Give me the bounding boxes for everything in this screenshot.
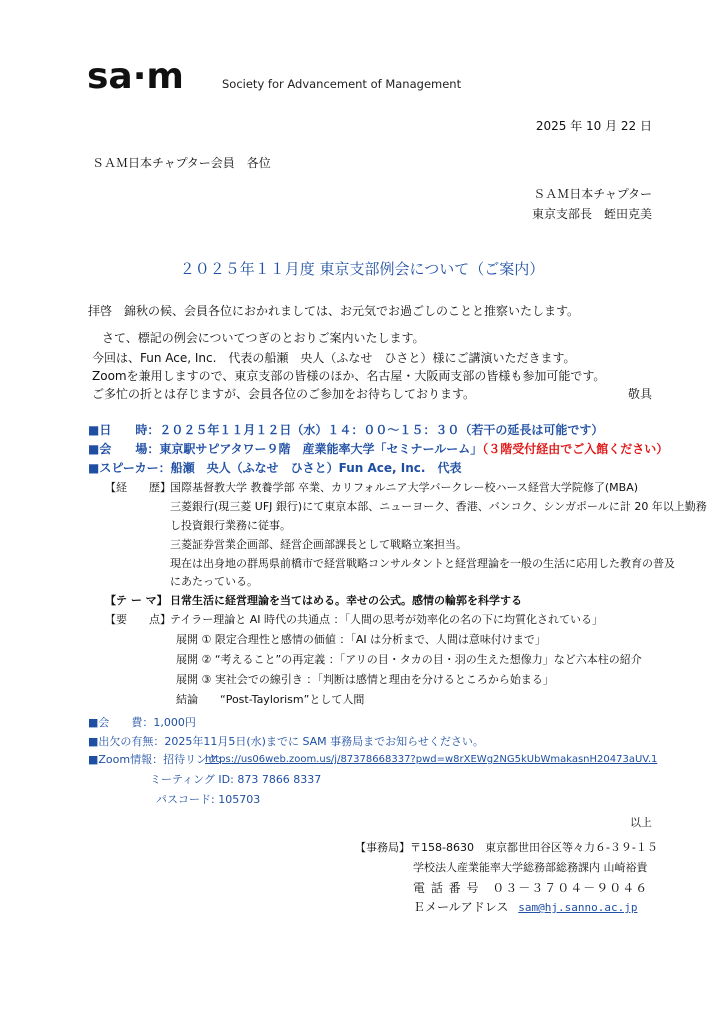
speaker-row — [88, 460, 461, 476]
office-address: 〒158-8630 東京都世田谷区等々力６-３９-１５ — [410, 841, 658, 854]
office-dept: 学校法人産業能率大学総務部総務課内 山崎裕貴 — [413, 861, 648, 874]
sam-logo-mark — [87, 58, 207, 102]
zoom-meeting-id: ID: 873 7866 8337 — [218, 773, 322, 786]
points-line: 展開 ① 限定合理性と感情の価値 ：「AI は分析まで、人間は意味付けまで」 — [176, 633, 546, 646]
venue-note: （３階受付経由でご入館ください） — [482, 442, 669, 456]
rsvp-value: 2025年11月5日(水)までに SAM 事務局までお知らせください。 — [164, 735, 484, 748]
zoom-row — [88, 752, 222, 767]
body-line: 今回は、Fun Ace, Inc. 代表の船瀬 央人（ふなせ ひさと）様にご講演いただきます。 — [92, 351, 576, 365]
addressee: ＳＡＭ日本チャプター会員 各位 — [92, 156, 271, 170]
body-line: Zoomを兼用しますので、東京支部の皆様のほか、名古屋・大阪両支部の皆様も参加可能です。 — [92, 369, 606, 383]
career-line: にあたっている。 — [170, 575, 258, 588]
body-line: ご多忙の折とは存じますが、会員各位のご参加をお待ちしております。 — [92, 387, 476, 401]
zoom-passcode-label: パスコード: — [156, 793, 215, 806]
keigu: 敬具 — [627, 387, 652, 401]
points-line: 結論 “Post-Taylorism”として人間 — [176, 693, 365, 706]
zoom-meeting-row — [150, 772, 321, 787]
fee-label: ■会 費： — [88, 716, 154, 729]
office-phone-label: 電 話 番 号 — [413, 881, 480, 895]
rsvp-label: ■出欠の有無： — [88, 735, 165, 748]
office-address-row — [355, 840, 658, 855]
datetime-row — [88, 422, 603, 438]
document-date: 2025 年 10 月 22 日 — [535, 119, 652, 133]
venue-row — [88, 441, 668, 457]
rsvp-row — [88, 734, 484, 749]
fee-value: 1,000円 — [153, 716, 196, 729]
career-line: 現在は出身地の群馬県前橋市で経営戦略コンサルタントと経営理論を一般の生活に応用した教育の普及 — [170, 557, 676, 570]
datetime-label: ■日 時： — [88, 423, 160, 437]
office-email-label: Ｅメールアドレス — [413, 900, 509, 914]
speaker-value: 船瀬 央人（ふなせ ひさと）Fun Ace, Inc. 代表 — [170, 461, 462, 475]
points-label: 【要 点】 — [105, 613, 171, 626]
career-line: 三菱銀行(現三菱 UFJ 銀行)にて東京本部、ニューヨーク、香港、バンコク、シンガポールに計 20 年以上勤務 — [170, 500, 707, 513]
venue-label: ■会 場： — [88, 442, 160, 456]
page-title: ２０２５年１１月度 東京支部例会について（ご案内） — [179, 260, 545, 278]
career-line: 国際基督教大学 教養学部 卒業、カリフォルニア大学バークレー校ハース経営大学院修了(MBA) — [170, 481, 639, 494]
office-email-row — [413, 899, 637, 916]
zoom-passcode: 105703 — [218, 793, 261, 806]
sender-org: ＳＡＭ日本チャプター — [533, 187, 652, 201]
points-line: 展開 ② “考えること”の再定義 ：「アリの目・タカの目・羽の生えた想像力」など六本柱の紹介 — [176, 653, 642, 666]
career-line: 三菱証券営業企画部、経営企画部課長として戦略立案担当。 — [170, 538, 467, 551]
zoom-invite-label: 招待リンク: — [163, 753, 222, 766]
greeting: 拝啓 錦秋の候、会員各位におかれましては、お元気でお過ごしのことと推察いたします。 — [88, 304, 580, 318]
theme-label: 【テ ー マ】 — [105, 594, 168, 607]
office-email-link[interactable]: sam@hj.sanno.ac.jp — [518, 901, 638, 914]
office-label: 【事務局】 — [355, 841, 410, 854]
zoom-meeting-label: ミーティング — [150, 773, 215, 786]
office-phone: ０３－３７０４－９０４６ — [492, 881, 649, 895]
career-line: し投資銀行業務に従事。 — [170, 519, 291, 532]
fee-row — [88, 715, 196, 730]
ijou: 以上 — [630, 816, 652, 829]
sender-name: 東京支部長 蛭田克美 — [531, 207, 652, 221]
zoom-invite-link[interactable]: https://us06web.zoom.us/j/87378668337?pwd=w8rXEWg2NG5kUbWmakasnH20473aUV.1 — [205, 754, 658, 765]
points-line: テイラー理論と AI 時代の共通点 ：「人間の思考が効率化の名の下に均質化されている」 — [170, 613, 603, 626]
logo — [87, 58, 207, 102]
body-line: さて、標記の例会についてつぎのとおりご案内いたします。 — [102, 331, 425, 345]
office-phone-row — [413, 880, 648, 896]
logo-wordmark: sa·m — [87, 58, 184, 97]
logo-tagline: Society for Advancement of Management — [222, 77, 462, 91]
zoom-label: ■Zoom情報： — [88, 753, 164, 766]
career-label: 【経 歴】 — [105, 481, 171, 494]
theme-value: 日常生活に経営理論を当てはめる。幸せの公式。感情の輪郭を科学する — [170, 594, 522, 607]
points-line: 展開 ③ 実社会での線引き ：「判断は感情と理由を分けるところから始まる」 — [176, 673, 554, 686]
datetime-value: ２０２５年１１月１２日（水）１４：００～１５：３０（若干の延長は可能です） — [159, 423, 604, 437]
zoom-passcode-row — [156, 792, 260, 807]
speaker-label: ■スピーカー： — [88, 461, 171, 475]
venue-value: 東京駅サピアタワー９階 産業能率大学「セミナールーム」 — [159, 442, 483, 456]
